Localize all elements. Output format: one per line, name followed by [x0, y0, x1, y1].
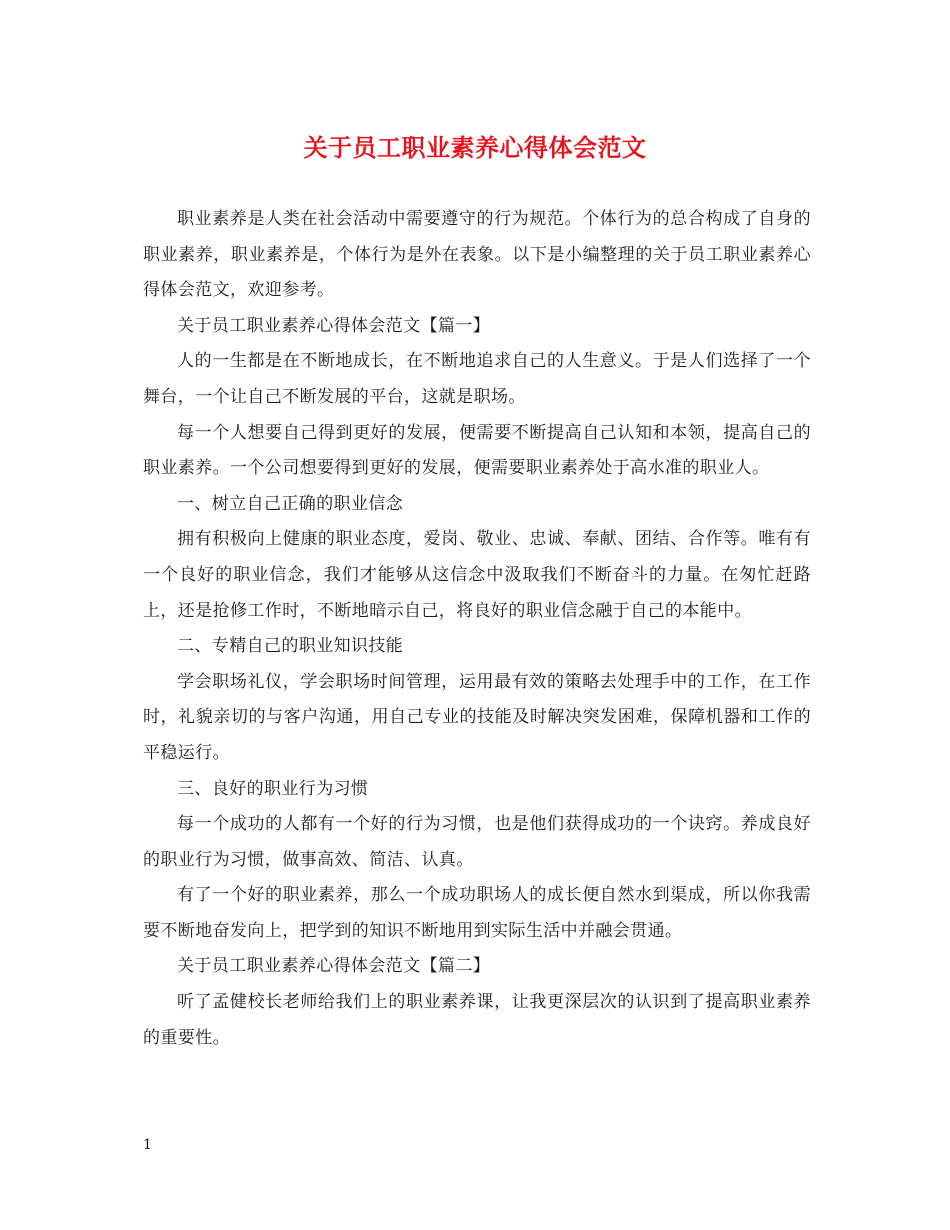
subheading-career-belief: 一、树立自己正确的职业信念: [177, 493, 404, 514]
subheading-behavior-habits: 三、良好的职业行为习惯: [177, 778, 369, 799]
body-paragraph: 每一个人想要自己得到更好的发展，便需要不断提高自己认知和本领，提高自己的职业素养。一个公司想要得到更好的发展，便需要职业素养处于高水准的职业人。: [143, 422, 811, 479]
intro-paragraph: 职业素养是人类在社会活动中需要遵守的行为规范。个体行为的总合构成了自身的职业素养，职业素养是，个体行为是外在表象。以下是小编整理的关于员工职业素养心得体会范文，欢迎参考。: [143, 209, 811, 301]
body-paragraph: 学会职场礼仪，学会职场时间管理，运用最有效的策略去处理手中的工作，在工作时，礼貌亲切的与客户沟通，用自己专业的技能及时解决突发困难，保障机器和工作的平稳运行。: [143, 671, 811, 763]
page-number: 1: [143, 1137, 152, 1153]
body-paragraph: 人的一生都是在不断地成长，在不断地追求自己的人生意义。于是人们选择了一个舞台，一个让自己不断发展的平台，这就是职场。: [143, 351, 811, 407]
body-paragraph: 听了孟健校长老师给我们上的职业素养课，让我更深层次的认识到了提高职业素养的重要性。: [143, 992, 811, 1048]
section-heading-part-one: 关于员工职业素养心得体会范文【篇一】: [177, 315, 491, 336]
body-paragraph: 拥有积极向上健康的职业态度，爱岗、敬业、忠诚、奉献、团结、合作等。唯有有一个良好的职业信念，我们才能够从这信念中汲取我们不断奋斗的力量。在匆忙赶路上，还是抢修工作时，不断地暗示自己，将良好的职业信念融于自己的本能中。: [143, 529, 811, 621]
document-body: [143, 202, 811, 1056]
body-paragraph: 有了一个好的职业素养，那么一个成功职场人的成长便自然水到渠成，所以你我需要不断地奋发向上，把学到的知识不断地用到实际生活中并融会贯通。: [143, 885, 811, 941]
body-paragraph: 每一个成功的人都有一个好的行为习惯，也是他们获得成功的一个诀窍。养成良好的职业行为习惯，做事高效、简洁、认真。: [143, 814, 811, 870]
subheading-professional-skills: 二、专精自己的职业知识技能: [177, 636, 404, 657]
document-title: 关于员工职业素养心得体会范文: [303, 133, 647, 162]
section-heading-part-two: 关于员工职业素养心得体会范文【篇二】: [177, 956, 491, 977]
